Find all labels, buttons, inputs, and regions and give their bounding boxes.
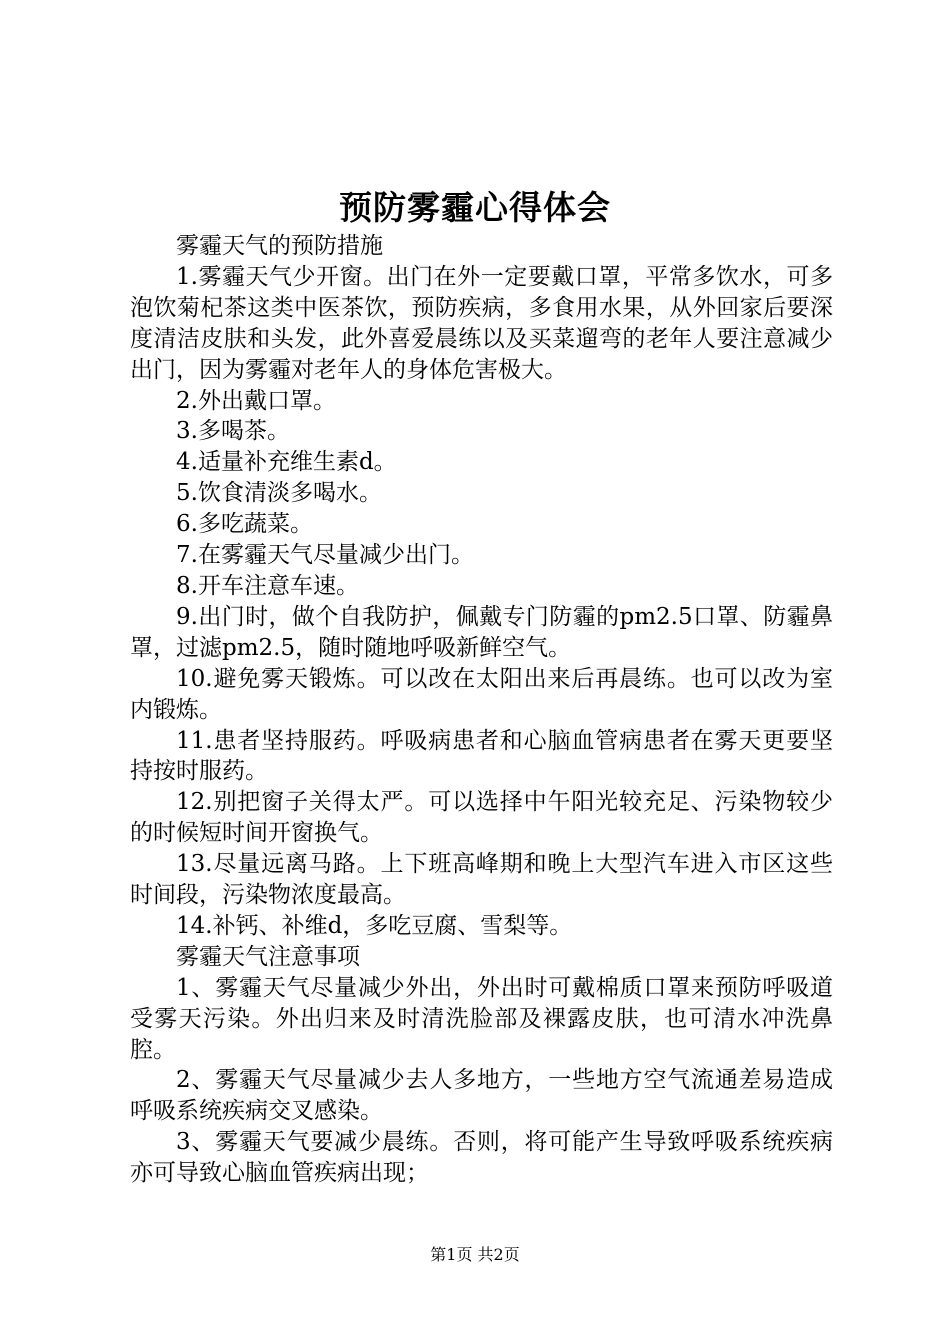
paragraph: 雾霾天气的预防措施 [176, 233, 383, 259]
document-title: 预防雾霾心得体会 [339, 188, 611, 227]
paragraph: 2.外出戴口罩。 [176, 387, 336, 414]
paragraph: 雾霾天气注意事项 [176, 943, 360, 970]
paragraph: 3.多喝茶。 [176, 418, 290, 445]
page-footer: 第1页 共2页 [430, 1245, 520, 1264]
paragraph: 5.饮食清淡多喝水。 [176, 480, 382, 507]
paragraph: 11.患者坚持服药。呼吸病患者和心脑血管病患者在雾天更要坚持按时服药。 [130, 727, 833, 785]
paragraph: 1.雾霾天气少开窗。出门在外一定要戴口罩，平常多饮水，可多泡饮菊杞茶这类中医茶饮，预防疾病，多食用水果，从外回家后要深度清洁皮肤和头发，此外喜爱晨练以及买菜遛弯的老年人要注意减少出门，因为雾霾对老年人的身体危害极大。 [130, 263, 833, 383]
paragraph: 9.出门时，做个自我防护，佩戴专门防霾的pm2.5口罩、防霾鼻罩，过滤pm2.5，随时随地呼吸新鲜空气。 [130, 603, 833, 661]
paragraph: 12.别把窗子关得太严。可以选择中午阳光较充足、污染物较少的时候短时间开窗换气。 [130, 789, 833, 847]
paragraph: 7.在雾霾天气尽量减少出门。 [176, 542, 474, 569]
paragraph: 8.开车注意车速。 [176, 572, 359, 599]
paragraph: 13.尽量远离马路。上下班高峰期和晚上大型汽车进入市区这些时间段，污染物浓度最高。 [130, 851, 833, 909]
paragraph: 10.避免雾天锻炼。可以改在太阳出来后再晨练。也可以改为室内锻炼。 [130, 665, 833, 723]
paragraph: 2、雾霾天气尽量减少去人多地方，一些地方空气流通差易造成呼吸系统疾病交叉感染。 [130, 1067, 833, 1125]
paragraph: 3、雾霾天气要减少晨练。否则，将可能产生导致呼吸系统疾病亦可导致心脑血管疾病出现； [130, 1129, 833, 1187]
paragraph: 6.多吃蔬菜。 [176, 511, 313, 538]
paragraph: 14.补钙、补维d，多吃豆腐、雪梨等。 [176, 912, 573, 939]
document-body [130, 231, 833, 1189]
paragraph: 1、雾霾天气尽量减少外出，外出时可戴棉质口罩来预防呼吸道受雾天污染。外出归来及时清洗脸部及裸露皮肤，也可清水冲洗鼻腔。 [130, 974, 833, 1063]
paragraph: 4.适量补充维生素d。 [176, 449, 397, 476]
